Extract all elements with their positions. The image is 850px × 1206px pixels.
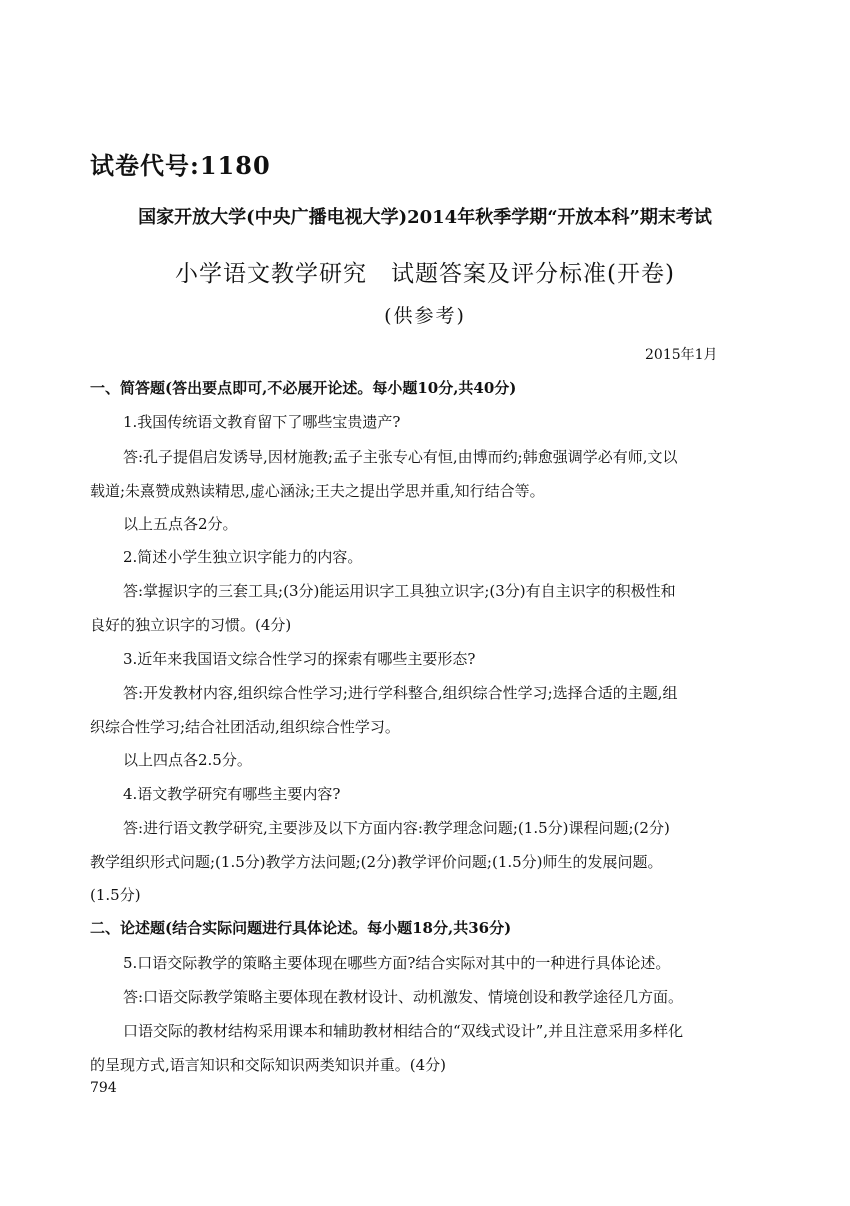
question-1: 1.我国传统语文教育留下了哪些宝贵遗产? xyxy=(123,413,401,431)
answer-4-line-2: 教学组织形式问题;(1.5分)教学方法问题;(2分)教学评价问题;(1.5分)师生的发展问题。 xyxy=(90,853,663,871)
section-1-heading: 一、简答题(答出要点即可,不必展开论述。每小题10分,共40分) xyxy=(90,379,517,397)
answer-3-score: 以上四点各2.5分。 xyxy=(123,751,252,769)
answer-5-line-2: 口语交际的教材结构采用课本和辅助教材相结合的“双线式设计”,并且注意采用多样化 xyxy=(123,1022,684,1040)
question-2: 2.简述小学生独立识字能力的内容。 xyxy=(123,548,363,566)
question-5: 5.口语交际教学的策略主要体现在哪些方面?结合实际对其中的一种进行具体论述。 xyxy=(123,954,671,972)
exam-date: 2015年1月 xyxy=(645,347,718,363)
answer-3-line-2: 织综合性学习;结合社团活动,组织综合性学习。 xyxy=(90,718,400,736)
section-2-heading: 二、论述题(结合实际问题进行具体论述。每小题18分,共36分) xyxy=(90,919,512,937)
page-subtitle: (供参考) xyxy=(384,305,466,327)
answer-4-line-1: 答:进行语文教学研究,主要涉及以下方面内容:教学理念问题;(1.5分)课程问题;(2分) xyxy=(123,819,670,837)
answer-2-line-2: 良好的独立识字的习惯。(4分) xyxy=(90,616,292,634)
question-4: 4.语文教学研究有哪些主要内容? xyxy=(123,785,341,803)
answer-4-line-3: (1.5分) xyxy=(90,886,141,904)
answer-5-line-1: 答:口语交际教学策略主要体现在教材设计、动机激发、情境创设和教学途径几方面。 xyxy=(123,988,684,1006)
answer-1-line-2: 载道;朱熹赞成熟读精思,虚心涵泳;王夫之提出学思并重,知行结合等。 xyxy=(90,482,545,500)
answer-3-line-1: 答:开发教材内容,组织综合性学习;进行学科整合,组织综合性学习;选择合适的主题,组 xyxy=(123,684,678,702)
page-title: 小学语文教学研究 试题答案及评分标准(开卷) xyxy=(175,261,675,287)
paper-code: 试卷代号:1180 xyxy=(90,151,271,180)
page-number: 794 xyxy=(90,1080,117,1096)
answer-5-line-3: 的呈现方式,语言知识和交际知识两类知识并重。(4分) xyxy=(90,1056,447,1074)
answer-1-line-1: 答:孔子提倡启发诱导,因材施教;孟子主张专心有恒,由博而约;韩愈强调学必有师,文以 xyxy=(123,448,678,466)
answer-1-score: 以上五点各2分。 xyxy=(123,515,238,533)
question-3: 3.近年来我国语文综合性学习的探索有哪些主要形态? xyxy=(123,650,476,668)
answer-2-line-1: 答:掌握识字的三套工具;(3分)能运用识字工具独立识字;(3分)有自主识字的积极性和 xyxy=(123,582,676,600)
exam-university-heading: 国家开放大学(中央广播电视大学)2014年秋季学期“开放本科”期末考试 xyxy=(138,207,712,228)
